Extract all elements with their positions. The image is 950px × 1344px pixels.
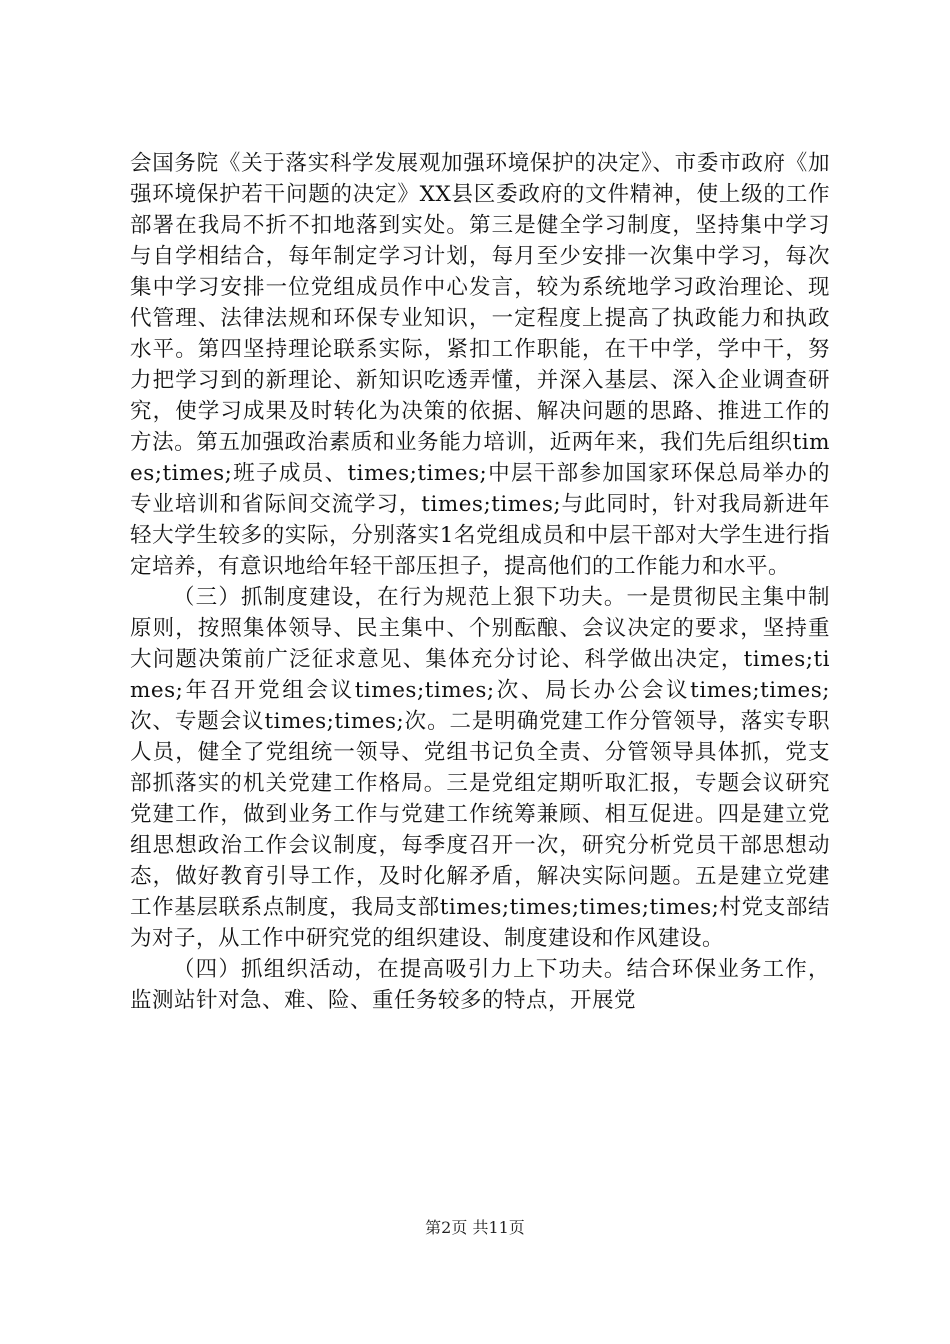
paragraph-section-three: （三）抓制度建设，在行为规范上狠下功夫。一是贯彻民主集中制原则，按照集体领导、民主集中、个别酝酿、会议决定的要求，坚持重大问题决策前广泛征求意见、集体充分讨论、科学做出决定，times;times;年召开党组会议times;times;次、局长办公会议times;times;次、专题会议times;times;次。二是明确党建工作分管领导，落实专职人员，健全了党组统一领导、党组书记负全责、分管领导具体抓，党支部抓落实的机关党建工作格局。三是党组定期听取汇报，专题会议研究党建工作，做到业务工作与党建工作统筹兼顾、相互促进。四是建立党组思想政治工作会议制度，每季度召开一次，研究分析党员干部思想动态，做好教育引导工作，及时化解矛盾，解决实际问题。五是建立党建工作基层联系点制度，我局支部times;times;times;times;村党支部结为对子，从工作中研究党的组织建设、制度建设和作风建设。 [130, 585, 830, 951]
paragraph-section-four: （四）抓组织活动，在提高吸引力上下功夫。结合环保业务工作，监测站针对急、难、险、重任务较多的特点，开展党 [130, 957, 830, 1013]
paragraph-continued: 会国务院《关于落实科学发展观加强环境保护的决定》、市委市政府《加强环境保护若干问题的决定》XX县区委政府的文件精神，使上级的工作部署在我局不折不扣地落到实处。第三是健全学习制度，坚持集中学习与自学相结合，每年制定学习计划，每月至少安排一次集中学习，每次集中学习安排一位党组成员作中心发言，较为系统地学习政治理论、现代管理、法律法规和环保专业知识，一定程度上提高了执政能力和执政水平。第四坚持理论联系实际，紧扣工作职能，在干中学，学中干，努力把学习到的新理论、新知识吃透弄懂，并深入基层、深入企业调查研究，使学习成果及时转化为决策的依据、解决问题的思路、推进工作的方法。第五加强政治素质和业务能力培训，近两年来，我们先后组织times;times;班子成员、times;times;中层干部参加国家环保总局举办的专业培训和省际间交流学习，times;times;与此同时，针对我局新进年轻大学生较多的实际，分别落实1名党组成员和中层干部对大学生进行指定培养，有意识地给年轻干部压担子，提高他们的工作能力和水平。 [130, 151, 830, 579]
page-number-footer: 第2页 共11页 [425, 1218, 525, 1237]
document-body [130, 148, 830, 1016]
